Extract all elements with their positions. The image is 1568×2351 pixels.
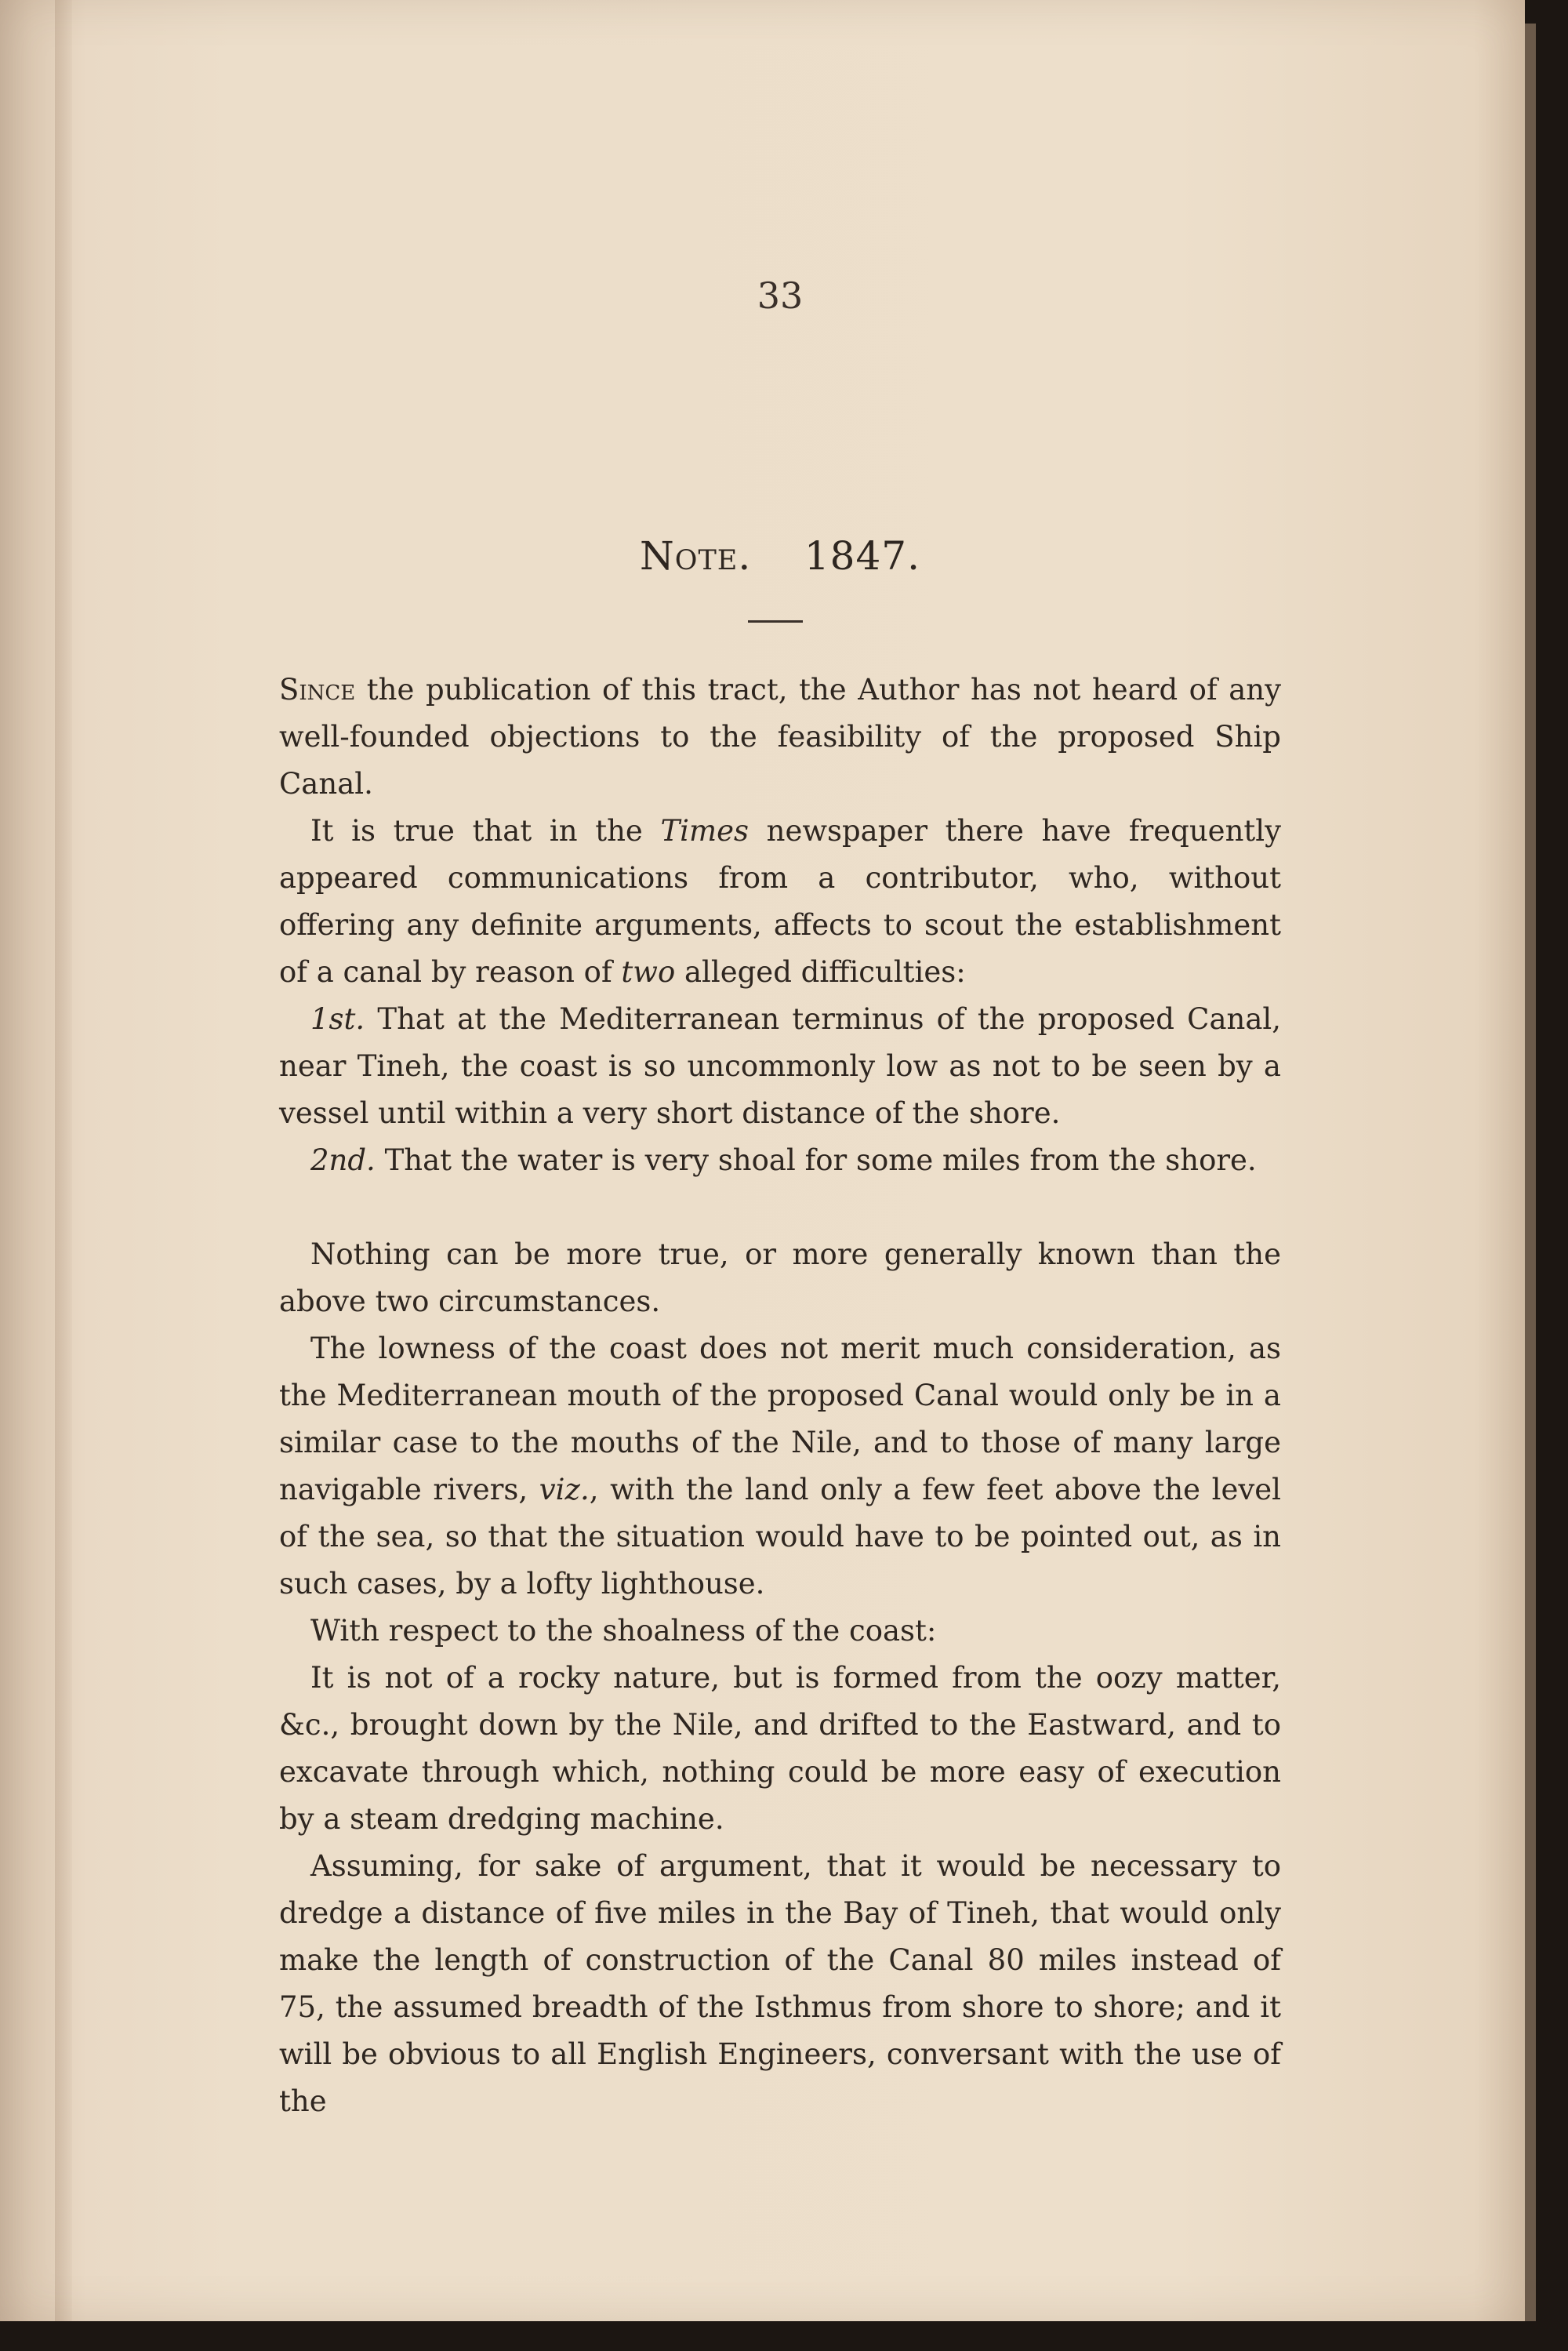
paragraph-second-difficulty xyxy=(279,1137,1281,1184)
drop-word: Since xyxy=(279,673,356,707)
paragraph-times xyxy=(279,808,1281,996)
paragraph-lowness xyxy=(279,1325,1281,1608)
paragraph-since-text: the publication of this tract, the Author has not heard of any well-founded objections to the feasibility of the proposed Ship Canal. xyxy=(279,673,1281,801)
page-edge xyxy=(1525,24,1536,2321)
paragraph-assuming: Assuming, for sake of argument, that it would be necessary to dredge a distance of five miles in the Bay of Tineh, that would only make the length of construction of the Canal 80 miles instead of 75, the assumed breadth of the Isthmus from shore to shore; and it will be obvious to all English Engineers, conversant with the use of the xyxy=(279,1849,1281,2118)
paragraph-rocky: It is not of a rocky nature, but is formed from the oozy matter, &c., brought down by the Nile, and drifted to the Eastward, and to excavate through which, nothing could be more easy of execution by a steam dredging machine. xyxy=(279,1661,1281,1836)
two-italic: two xyxy=(621,955,676,989)
paragraph-first-difficulty xyxy=(279,996,1281,1137)
paragraph-shoalness: With respect to the shoalness of the coast: xyxy=(310,1614,937,1648)
viz-italic: viz. xyxy=(539,1473,590,1506)
note-heading xyxy=(279,533,1281,579)
paragraph-times-text-b: newspaper there have frequently appeared communications from a contributor, who, without offering any definite arguments, affects to scout the establishment of a canal by reason of xyxy=(279,814,1281,989)
page-number: 33 xyxy=(757,274,804,317)
body-text xyxy=(279,667,1281,2125)
heading-year: 1847. xyxy=(804,533,920,579)
second-number: 2nd. xyxy=(310,1143,376,1177)
heading-word: Note. xyxy=(640,533,752,579)
paragraph-lowness-text-a: The lowness of the coast does not merit much consideration, as the Mediterranean mouth of the proposed Canal would only be in a similar case to the mouths of the Nile, and to those of many large navigable rivers, xyxy=(279,1332,1281,1506)
paragraph-since xyxy=(279,667,1281,808)
heading-spacer xyxy=(764,533,791,579)
paragraph-times-text-a: It is true that in the xyxy=(310,814,661,848)
paragraph-nothing: Nothing can be more true, or more generally known than the above two circumstances. xyxy=(279,1237,1281,1318)
times-italic: Times xyxy=(660,814,749,848)
second-difficulty-text: That the water is very shoal for some miles from the shore. xyxy=(375,1143,1257,1177)
first-number: 1st. xyxy=(310,1002,365,1036)
page-gutter xyxy=(55,0,72,2321)
paragraph-times-text-c: alleged difficulties: xyxy=(675,955,966,989)
heading-rule xyxy=(748,620,803,623)
paragraph-lowness-text-b: , with the land only a few feet above the level of the sea, so that the situation would have to be pointed out, as in such cases, by a lofty lighthouse. xyxy=(279,1473,1282,1601)
first-difficulty-text: That at the Mediterranean terminus of the proposed Canal, near Tineh, the coast is so uncommonly low as not to be seen by a vessel until within a very short distance of the shore. xyxy=(279,1002,1281,1130)
